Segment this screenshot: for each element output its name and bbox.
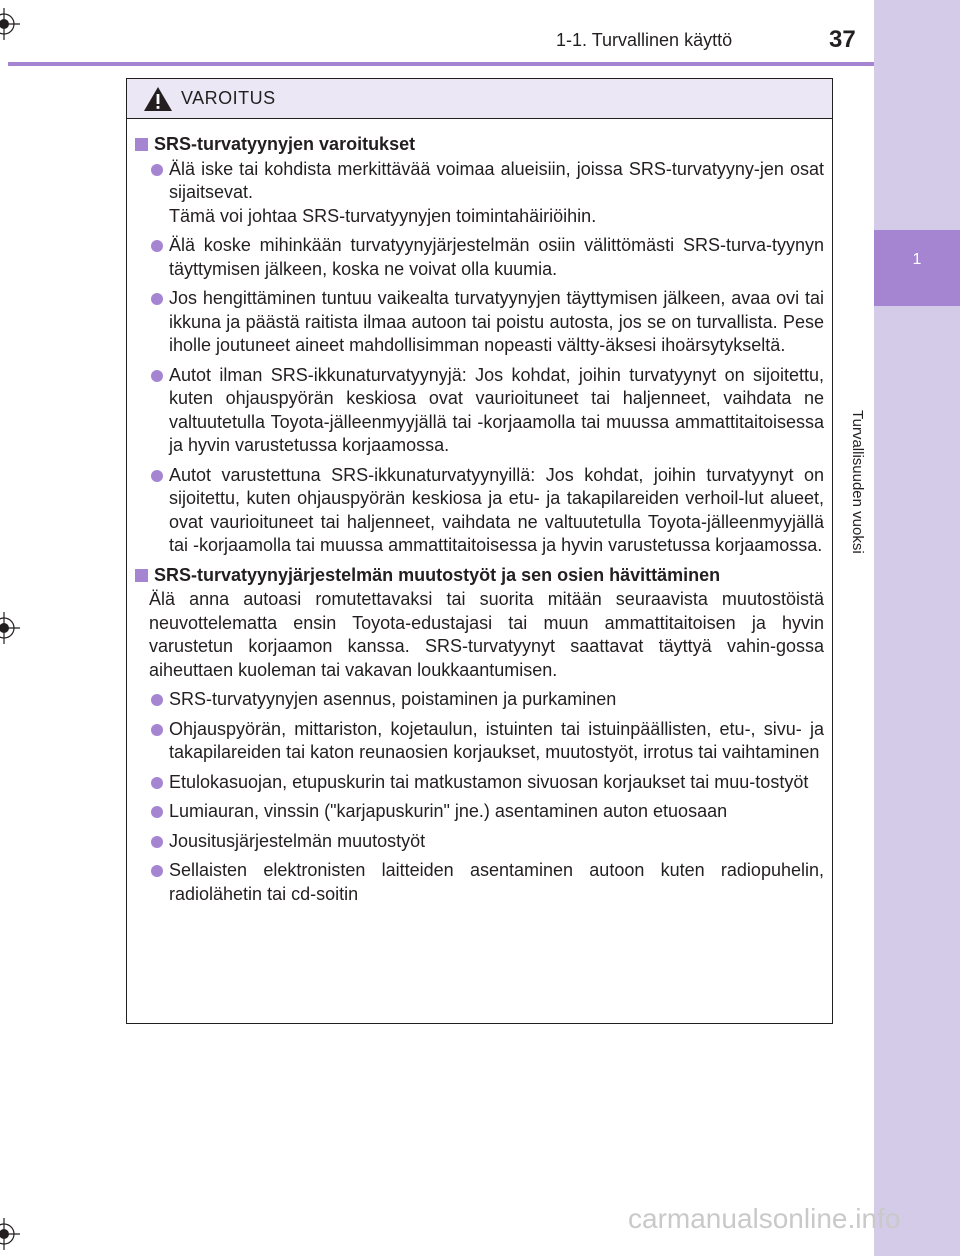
page-header-title: 1-1. Turvallinen käyttö [556, 30, 733, 50]
registration-mark-icon [0, 8, 20, 40]
chapter-title: Turvallisuuden vuoksi [849, 410, 866, 554]
list-item: Etulokasuojan, etupuskurin tai matkustamon sivuosan korjaukset tai muu-tostyöt [131, 771, 824, 795]
bullet-icon [151, 694, 163, 706]
list-item: Lumiauran, vinssin ("karjapuskurin" jne.) asentaminen auton etuosaan [131, 800, 824, 824]
registration-mark-icon [0, 612, 20, 644]
square-bullet-icon [135, 138, 148, 151]
watermark: carmanualsonline.info [628, 1203, 901, 1234]
chapter-tab [874, 230, 960, 306]
list-item: Jos hengittäminen tuntuu vaikealta turvatyynyjen täyttymisen jälkeen, avaa ovi tai ikkuna ja päästä raitista ilmaa autoon tai poistu autosta, jos se on turvallista. Pese iholle joutuneet aineet mahdollisimman nopeasti vältty-äksesi ihoärsytykseltä. [131, 287, 824, 358]
list-item: Autot ilman SRS-ikkunaturvatyynyjä: Jos kohdat, joihin turvatyynyt on sijoitettu, kuten ohjauspyörän keskiosa ovat vaurioituneet tai haljenneet, vaihdata ne valtuutetulla Toyota-jälleenmyyjällä tai -korjaamolla tai muussa ammattitaitoisessa ja hyvin varustetussa korjaamossa. [131, 364, 824, 458]
bullet-icon [151, 865, 163, 877]
warning-triangle-icon [143, 86, 173, 112]
bullet-icon [151, 240, 163, 252]
bullet-icon [151, 724, 163, 736]
header-divider [8, 62, 874, 66]
square-bullet-icon [135, 569, 148, 582]
page-number: 37 [829, 26, 856, 53]
list-item: Jousitusjärjestelmän muutostyöt [131, 830, 824, 854]
warning-label: VAROITUS [181, 88, 276, 108]
chapter-number: 1 [912, 251, 922, 268]
chapter-sidebar [874, 0, 960, 1256]
list-item: SRS-turvatyynyjen asennus, poistaminen ja purkaminen [131, 688, 824, 712]
list-item: Älä koske mihinkään turvatyynyjärjestelmän osiin välittömästi SRS-turva-tyynyn täyttymisen jälkeen, koska ne voivat olla kuumia. [131, 234, 824, 281]
list-item: Sellaisten elektronisten laitteiden asentaminen autoon kuten radiopuhelin, radiolähetin tai cd-soitin [131, 859, 824, 906]
bullet-icon [151, 470, 163, 482]
list-item: Ohjauspyörän, mittariston, kojetaulun, istuinten tai istuinpäällisten, etu-, sivu- ja takapilareiden tai katon reunaosien korjaukset, muutostyöt, irrotus tai vaihtaminen [131, 718, 824, 765]
bullet-icon [151, 806, 163, 818]
bullet-icon [151, 293, 163, 305]
bullet-icon [151, 836, 163, 848]
warning-box [126, 78, 833, 1024]
list-item: Autot varustettuna SRS-ikkunaturvatyynyillä: Jos kohdat, joihin turvatyynyt on sijoitettu, kuten ohjauspyörän keskiosa ja etu- ja takapilareiden verhoil-lut alueet, ovat vaurioituneet tai haljenneet, vaihdata ne valtuutetulla Toyota-jälleenmyyjällä tai -korjaamolla tai muussa ammattitaitoisessa ja hyvin varustetussa korjaamossa. [131, 464, 824, 558]
section-title: SRS-turvatyynyjen varoitukset [131, 133, 824, 157]
section-intro: Älä anna autoasi romutettavaksi tai suorita mitään seuraavista muutostöistä neuvottelematta ensin Toyota-edustajasi tai muun ammattitaitoisen ja hyvin varustetun korjaamon kanssa. SRS-turvatyynyt saattavat täyttyä vahin-gossa aiheuttaen kuoleman tai vakavan loukkaantumisen. [149, 589, 824, 680]
warning-body [127, 119, 832, 906]
bullet-icon [151, 164, 163, 176]
bullet-icon [151, 777, 163, 789]
warning-header [127, 79, 832, 119]
section-title: SRS-turvatyynyjärjestelmän muutostyöt ja sen osien hävittäminen [131, 564, 824, 588]
registration-mark-icon [0, 1218, 20, 1250]
bullet-icon [151, 370, 163, 382]
list-item: Älä iske tai kohdista merkittävää voimaa alueisiin, joissa SRS-turvatyyny-jen osat sijaitsevat. Tämä voi johtaa SRS-turvatyynyjen toimintahäiriöihin. [131, 158, 824, 229]
